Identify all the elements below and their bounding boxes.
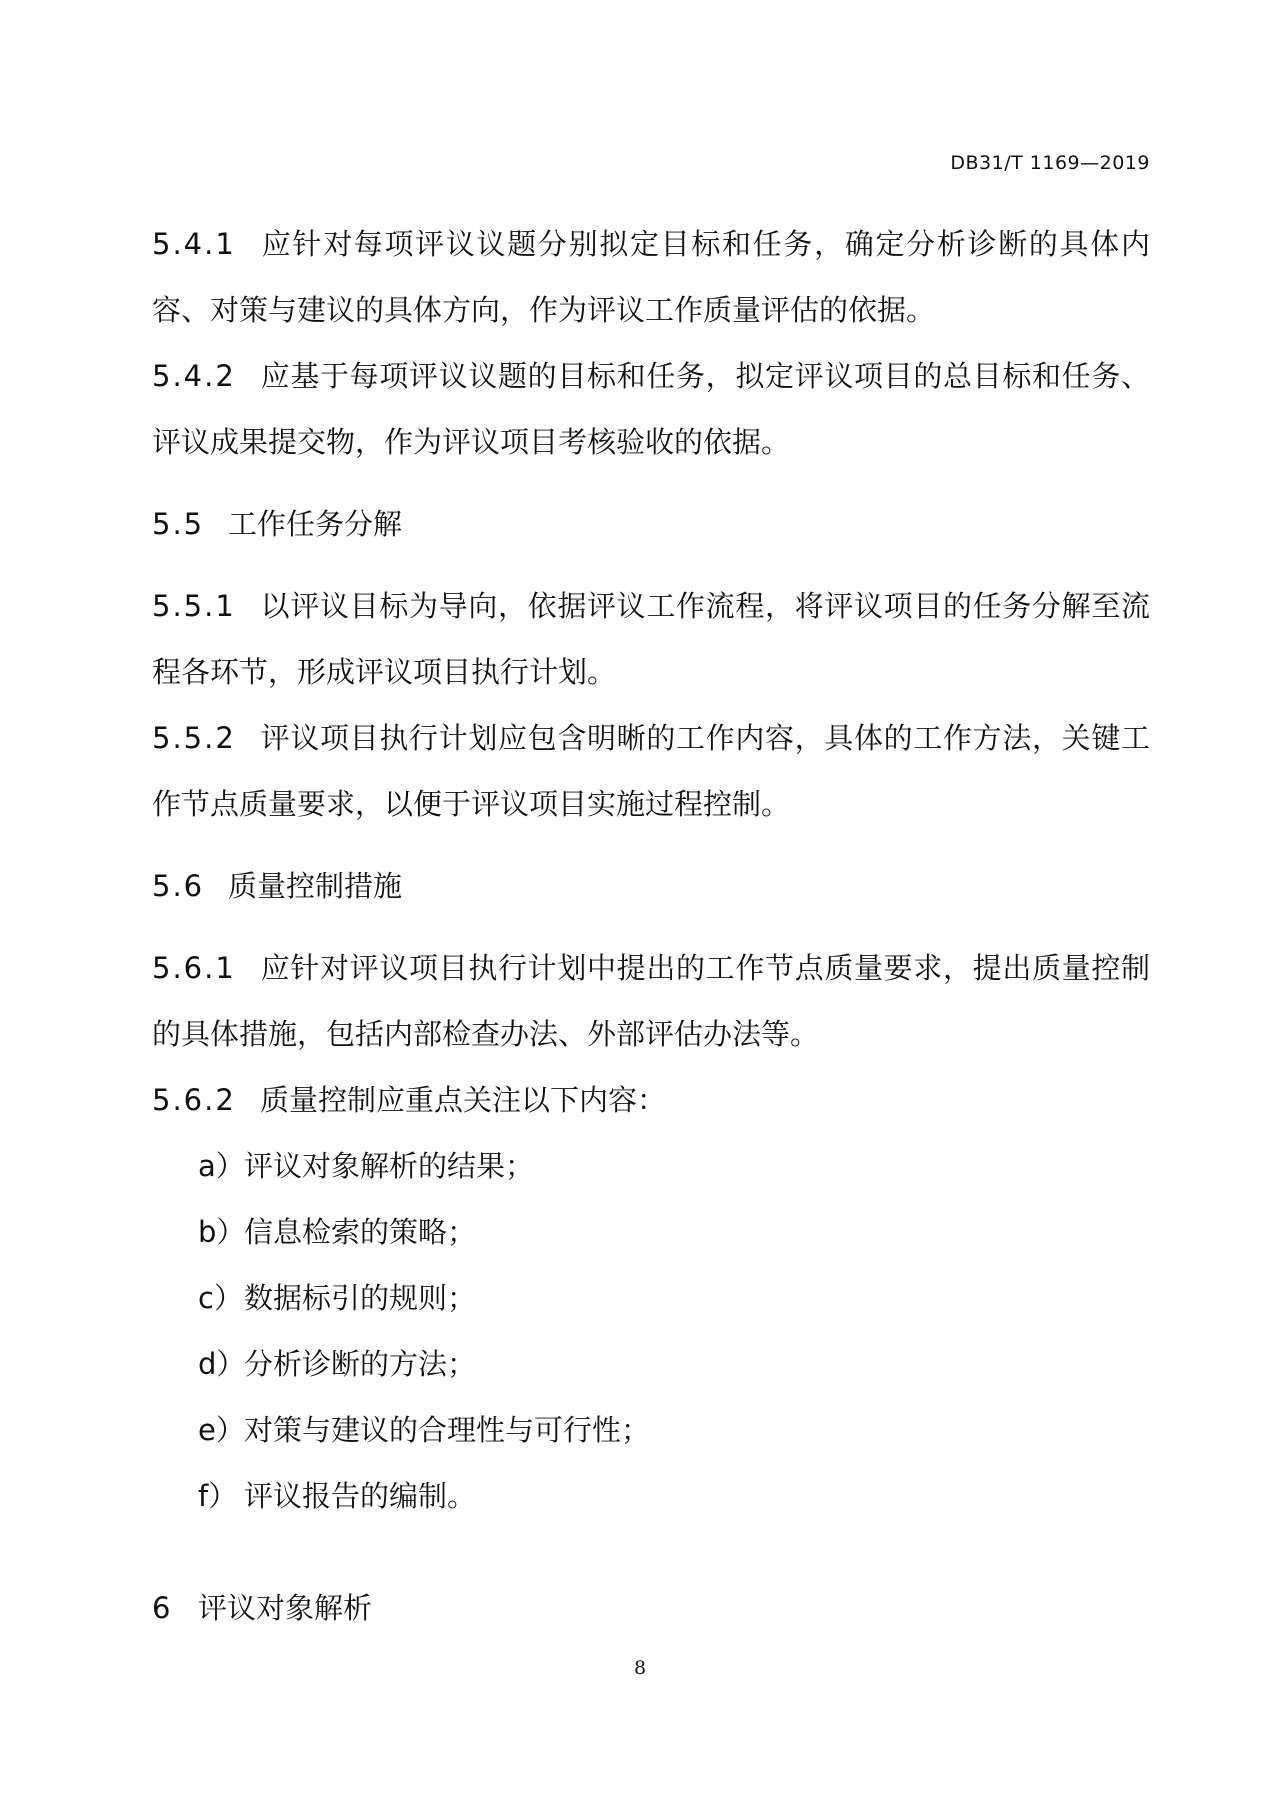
list-text: 评议对象解析的结果； [244,1149,535,1183]
clause-5-4-2 [152,343,1150,475]
section-number: 5.5 [152,507,205,541]
list-label: f） [198,1479,238,1513]
section-5-5 [152,491,1150,557]
list-text: 数据标引的规则； [244,1281,477,1315]
list-label: c） [198,1281,243,1315]
clause-number: 5.6.1 [152,951,236,985]
clause-text: 以评议目标为导向，依据评议工作流程，将评议项目的任务分解至流程各环节，形成评议项目执行计划。 [152,589,1150,689]
section-number: 5.6 [152,869,205,903]
page-number: 8 [633,1657,647,1679]
list-item [152,1133,1150,1199]
chapter-6 [152,1575,1150,1641]
clause-number: 5.5.1 [152,589,236,623]
clause-number: 5.6.2 [152,1083,236,1117]
list-item [152,1265,1150,1331]
chapter-number: 6 [152,1591,171,1625]
list-item [152,1397,1150,1463]
clause-5-5-2 [152,705,1150,837]
list-text: 对策与建议的合理性与可行性； [244,1413,651,1447]
document-code: DB31/T 1169—2019 [950,152,1150,174]
list-label: e） [198,1413,245,1447]
clause-text: 质量控制应重点关注以下内容： [260,1083,667,1117]
section-title: 质量控制措施 [228,869,403,903]
list-label: d） [198,1347,246,1381]
list-label: a） [198,1149,245,1183]
clause-text: 应针对评议项目执行计划中提出的工作节点质量要求，提出质量控制的具体措施，包括内部检查办法、外部评估办法等。 [152,951,1150,1051]
clause-5-6-2 [152,1067,1150,1529]
list-text: 评议报告的编制。 [244,1479,477,1513]
clause-number: 5.4.2 [152,359,236,393]
clause-5-6-1 [152,935,1150,1067]
section-5-6 [152,853,1150,919]
list-item [152,1463,1150,1529]
list-item [152,1331,1150,1397]
list-text: 分析诊断的方法； [244,1347,477,1381]
clause-number: 5.4.1 [152,227,236,261]
clause-text: 评议项目执行计划应包含明晰的工作内容，具体的工作方法，关键工作节点质量要求，以便于评议项目实施过程控制。 [152,721,1150,821]
section-title: 工作任务分解 [228,507,403,541]
clause-text: 应基于每项评议议题的目标和任务，拟定评议项目的总目标和任务、评议成果提交物，作为评议项目考核验收的依据。 [152,359,1150,459]
list-text: 信息检索的策略； [244,1215,477,1249]
clause-5-5-1 [152,573,1150,705]
chapter-title: 评议对象解析 [198,1591,373,1625]
list-label: b） [198,1215,246,1249]
clause-text: 应针对每项评议议题分别拟定目标和任务，确定分析诊断的具体内容、对策与建议的具体方向，作为评议工作质量评估的依据。 [152,227,1150,327]
clause-5-4-1 [152,211,1150,343]
list-item [152,1199,1150,1265]
clause-number: 5.5.2 [152,721,236,755]
